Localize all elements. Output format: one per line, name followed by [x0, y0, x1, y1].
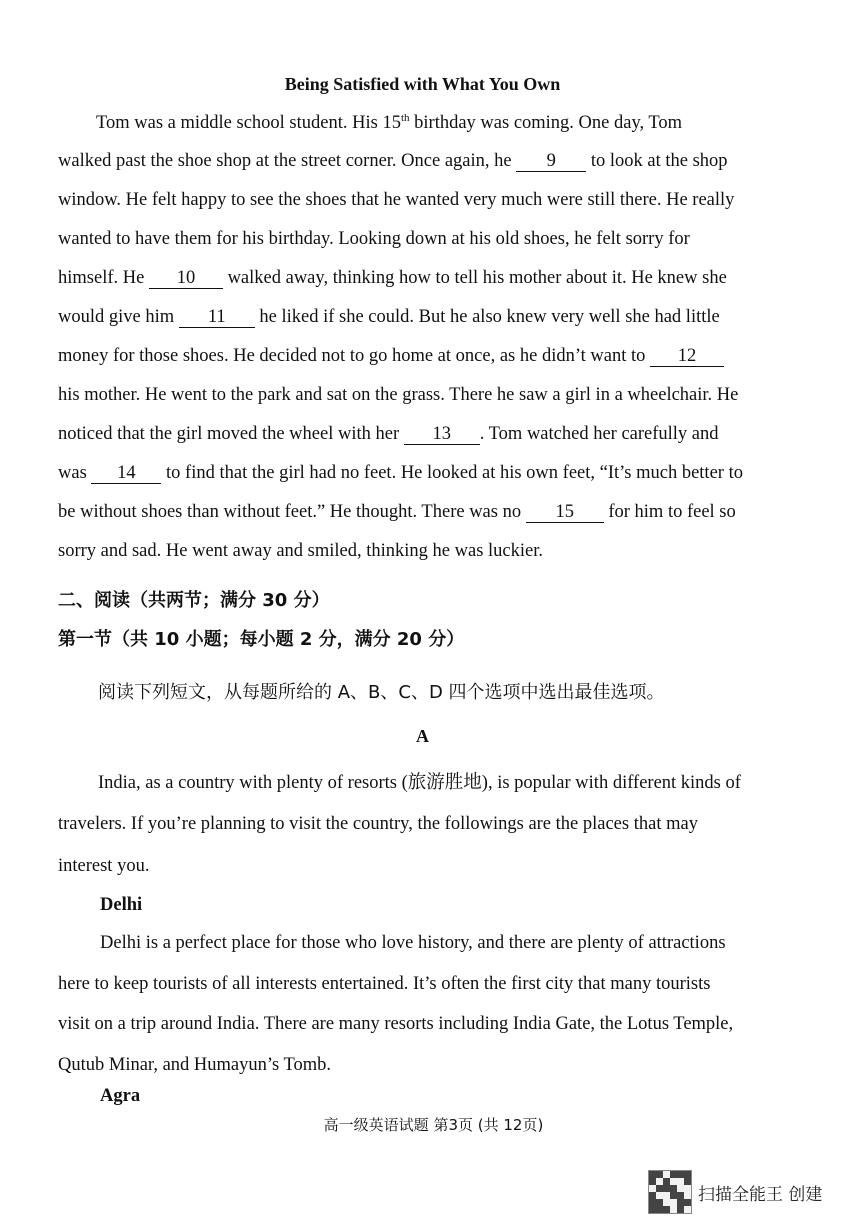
blank-13: 13 [404, 424, 480, 445]
passage-line-4: wanted to have them for his birthday. Looking down at his old shoes, he felt sorry for [58, 229, 690, 249]
delhi-line-1: Delhi is a perfect place for those who love history, and there are plenty of attractions [100, 933, 726, 953]
passage-a-line-1: India, as a country with plenty of resorts (旅游胜地), is popular with different kinds of [98, 773, 741, 793]
passage-a-line-3: interest you. [58, 856, 150, 876]
blank-14: 14 [91, 463, 161, 484]
section-subheading: 第一节（共 10 小题；每小题 2 分，满分 20 分） [58, 629, 465, 650]
delhi-line-3: visit on a trip around India. There are many resorts including India Gate, the Lotus Temple, [58, 1014, 734, 1034]
passage-line-10 [58, 463, 743, 484]
line-text: he liked if she could. But he also knew very well she had little [254, 307, 720, 327]
line-text: noticed that the girl moved the wheel with her [58, 424, 404, 444]
passage-line-9 [58, 424, 719, 445]
qr-code-icon [648, 1170, 692, 1214]
watermark-text: 扫描全能王 创建 [698, 1184, 823, 1205]
passage-line-12: sorry and sad. He went away and smiled, thinking he was luckier. [58, 541, 543, 561]
line-text: be without shoes than without feet.” He thought. There was no [58, 502, 526, 522]
line-text: would give him [58, 307, 179, 327]
page-footer: 高一级英语试题 第3页 (共 12页) [323, 1116, 544, 1134]
passage-line-11 [58, 502, 736, 523]
section-heading: 二、阅读（共两节；满分 30 分） [58, 590, 330, 611]
agra-heading: Agra [100, 1086, 141, 1106]
line-text: himself. He [58, 268, 149, 288]
passage-line-2 [58, 151, 728, 172]
line-text: walked past the shoe shop at the street corner. Once again, he [58, 151, 517, 171]
line-text: birthday was coming. One day, Tom [409, 113, 683, 134]
passage-line-7 [58, 346, 724, 367]
ordinal-suffix: th [400, 112, 410, 124]
passage-line-5 [58, 268, 727, 289]
section-instruction: 阅读下列短文，从每题所给的 A、B、C、D 四个选项中选出最佳选项。 [98, 682, 665, 703]
delhi-line-4: Qutub Minar, and Humayun’s Tomb. [58, 1055, 332, 1075]
line-text: Tom was a middle school student. His 15 [96, 113, 401, 134]
line-text: to look at the shop [586, 151, 728, 171]
passage-a-line-2: travelers. If you’re planning to visit the country, the followings are the places that may [58, 814, 698, 834]
passage-line-3: window. He felt happy to see the shoes that he wanted very much were still there. He really [58, 190, 735, 210]
scanner-watermark [648, 1170, 822, 1214]
blank-12: 12 [650, 346, 724, 367]
passage-line-1 [96, 112, 682, 134]
blank-11: 11 [179, 307, 255, 328]
passage-line-6 [58, 307, 720, 328]
blank-15: 15 [526, 502, 604, 523]
passage-title: Being Satisfied with What You Own [284, 74, 561, 94]
passage-label: A [416, 726, 429, 746]
line-text: to find that the girl had no feet. He looked at his own feet, “It’s much better to [161, 463, 743, 483]
passage-line-8: his mother. He went to the park and sat on the grass. There he saw a girl in a wheelchair. He [58, 385, 739, 405]
line-text: walked away, thinking how to tell his mother about it. He knew she [222, 268, 727, 288]
delhi-line-2: here to keep tourists of all interests entertained. It’s often the first city that many tourists [58, 974, 711, 994]
blank-9: 9 [516, 151, 586, 172]
blank-10: 10 [149, 268, 223, 289]
line-text: for him to feel so [603, 502, 736, 522]
line-text: money for those shoes. He decided not to go home at once, as he didn’t want to [58, 346, 651, 366]
delhi-heading: Delhi [100, 895, 143, 915]
line-text: was [58, 463, 92, 483]
line-text: . Tom watched her carefully and [479, 424, 719, 444]
